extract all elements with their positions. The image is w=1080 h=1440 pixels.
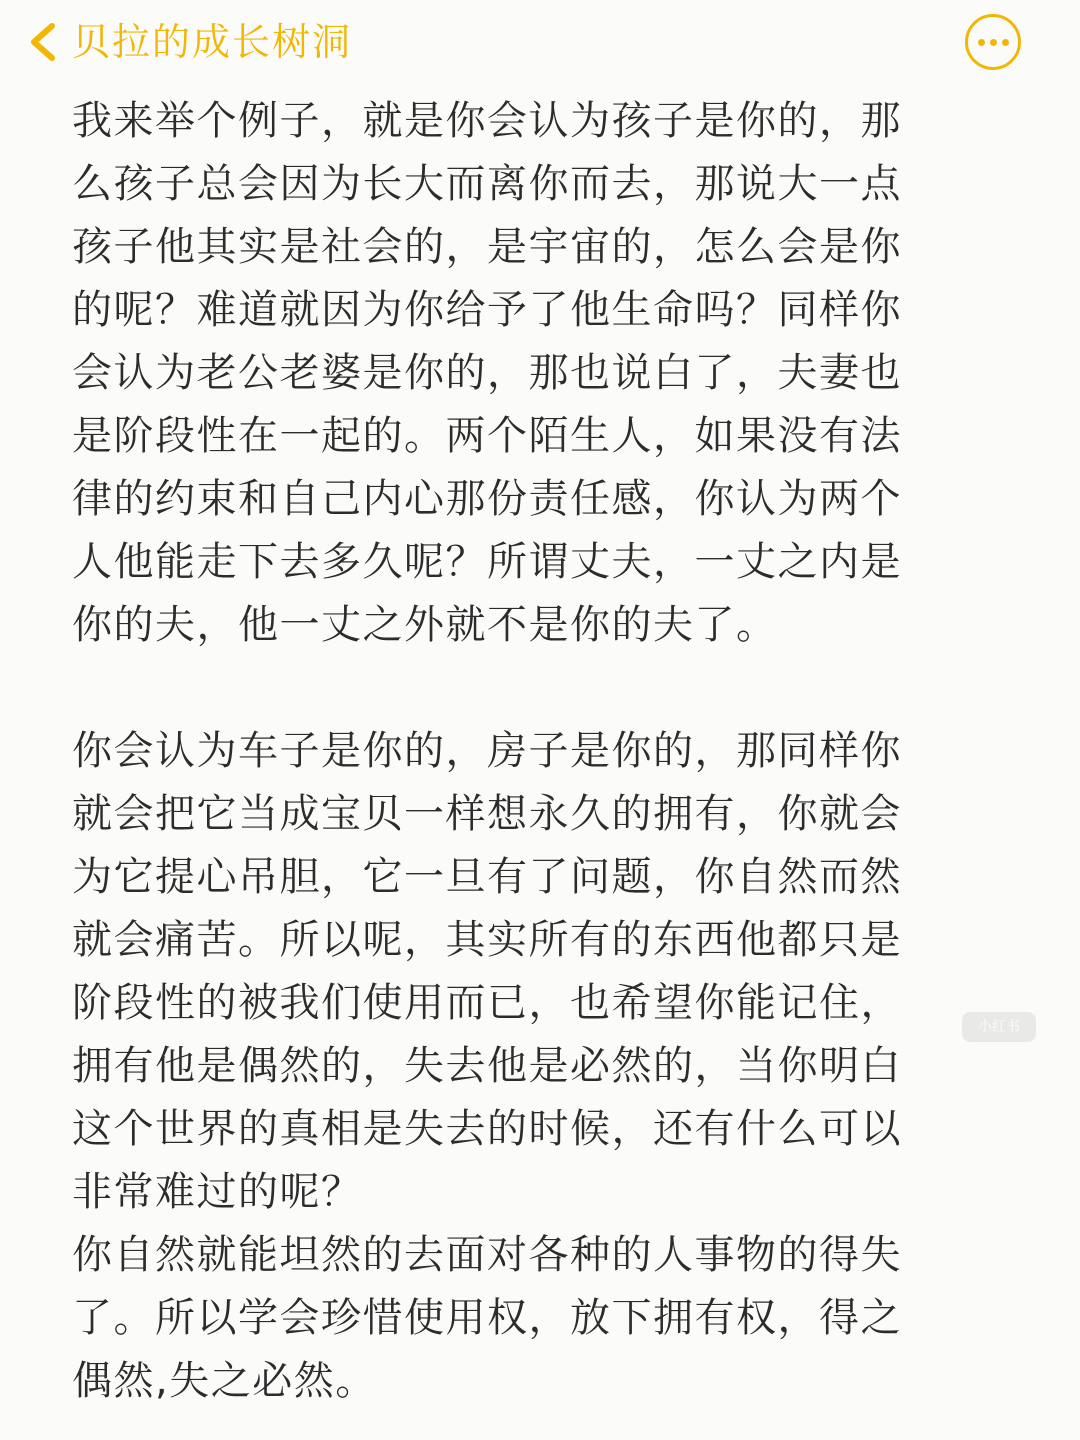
text-line: 这个世界的真相是失去的时候，还有什么可以 [72, 1106, 902, 1152]
text-line: 你会认为车子是你的，房子是你的，那同样你 [72, 728, 902, 774]
back-button[interactable] [26, 14, 352, 70]
more-dots-icon [978, 39, 1009, 46]
more-button[interactable] [965, 14, 1021, 70]
text-line: 偶然,失之必然。 [72, 1358, 377, 1404]
text-line: 就会把它当成宝贝一样想永久的拥有，你就会 [72, 791, 902, 837]
text-line: 拥有他是偶然的，失去他是必然的，当你明白 [72, 1043, 902, 1089]
paragraph-1 [72, 90, 982, 657]
text-line: 么孩子总会因为长大而离你而去，那说大一点 [72, 161, 902, 207]
text-line: 阶段性的被我们使用而已，也希望你能记住， [72, 980, 902, 1026]
paragraph-2 [72, 720, 982, 1224]
note-content [72, 90, 982, 1413]
text-line: 律的约束和自己内心那份责任感，你认为两个 [72, 476, 902, 522]
text-line: 会认为老公老婆是你的，那也说白了，夫妻也 [72, 350, 902, 396]
paragraph-3 [72, 1224, 982, 1413]
paragraph-spacer [72, 657, 982, 720]
text-line: 你的夫，他一丈之外就不是你的夫了。 [72, 602, 778, 648]
watermark-logo: 小红书 [962, 1012, 1036, 1042]
text-line: 是阶段性在一起的。两个陌生人，如果没有法 [72, 413, 902, 459]
text-line: 了。所以学会珍惜使用权，放下拥有权，得之 [72, 1295, 902, 1341]
text-line: 人他能走下去多久呢？所谓丈夫，一丈之内是 [72, 539, 902, 585]
text-line: 就会痛苦。所以呢，其实所有的东西他都只是 [72, 917, 902, 963]
text-line: 非常难过的呢？ [72, 1169, 363, 1215]
chevron-left-icon [26, 20, 58, 64]
nav-bar [0, 0, 1080, 84]
text-line: 为它提心吊胆，它一旦有了问题，你自然而然 [72, 854, 902, 900]
page-title: 贝拉的成长树洞 [72, 20, 353, 64]
text-line: 你自然就能坦然的去面对各种的人事物的得失 [72, 1232, 902, 1278]
text-line: 的呢？难道就因为你给予了他生命吗？同样你 [72, 287, 902, 333]
text-line: 我来举个例子，就是你会认为孩子是你的，那 [72, 98, 902, 144]
text-line: 孩子他其实是社会的，是宇宙的，怎么会是你 [72, 224, 902, 270]
